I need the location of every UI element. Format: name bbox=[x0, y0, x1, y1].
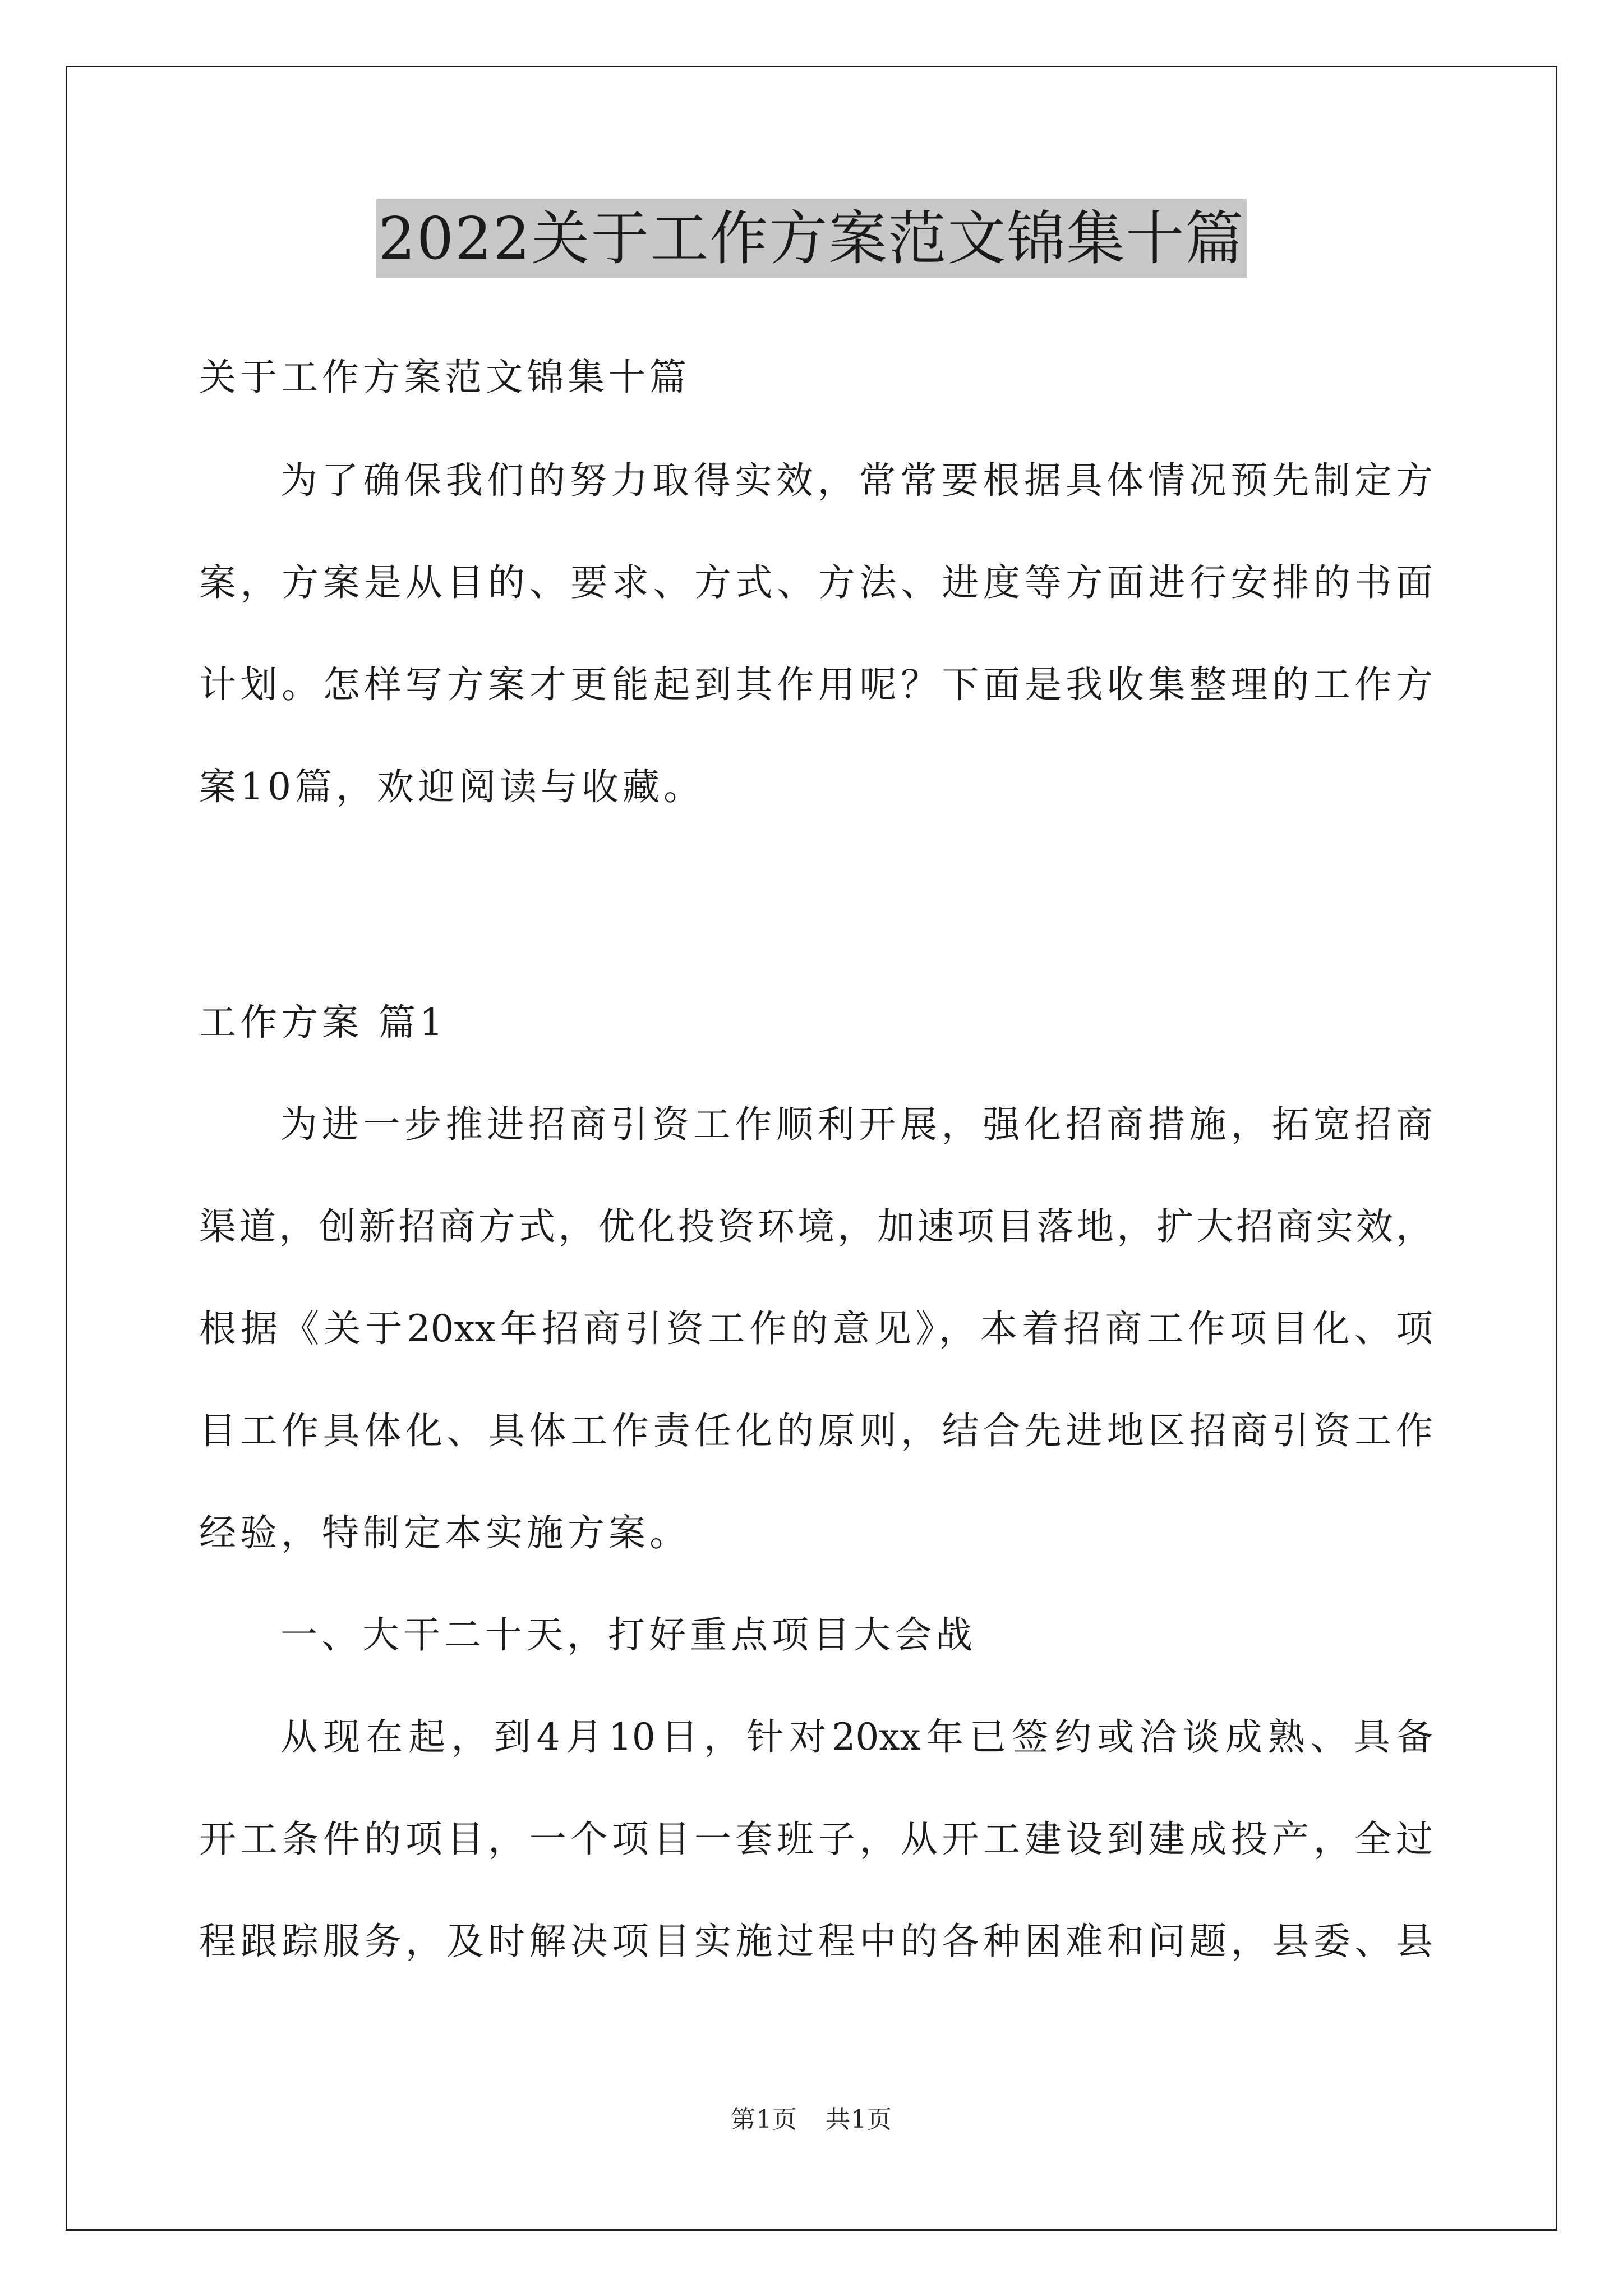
page-footer bbox=[0, 2099, 1623, 2135]
page-total: 共1页 bbox=[826, 2105, 892, 2134]
section-line: 为进一步推进招商引资工作顺利开展，强化招商措施，拓宽招商 bbox=[280, 1103, 1433, 1146]
section-line: 渠道，创新招商方式，优化投资环境，加速项目落地，扩大招商实效， bbox=[199, 1205, 1433, 1248]
page-number: 第1页 bbox=[731, 2105, 797, 2134]
section-line: 根据《关于20xx年招商引资工作的意见》，本着招商工作项目化、项 bbox=[199, 1307, 1433, 1350]
item-line: 程跟踪服务，及时解决项目实施过程中的各种困难和问题，县委、县 bbox=[199, 1920, 1433, 1963]
section-line: 经验，特制定本实施方案。 bbox=[199, 1511, 690, 1554]
section-heading: 工作方案 篇1 bbox=[199, 1001, 447, 1044]
item-line: 从现在起，到4月10日，针对20xx年已签约或洽谈成熟、具备 bbox=[280, 1715, 1433, 1759]
document-title: 2022关于工作方案范文锦集十篇 bbox=[376, 199, 1247, 278]
intro-line: 案10篇，欢迎阅读与收藏。 bbox=[199, 765, 704, 808]
intro-line: 案，方案是从目的、要求、方式、方法、进度等方面进行安排的书面 bbox=[199, 561, 1433, 604]
intro-line: 为了确保我们的努力取得实效，常常要根据具体情况预先制定方 bbox=[280, 459, 1433, 502]
document-subtitle: 关于工作方案范文锦集十篇 bbox=[199, 356, 690, 399]
item-line: 开工条件的项目，一个项目一套班子，从开工建设到建成投产，全过 bbox=[199, 1818, 1433, 1861]
item-heading: 一、大干二十天，打好重点项目大会战 bbox=[280, 1613, 976, 1657]
intro-line: 计划。怎样写方案才更能起到其作用呢？下面是我收集整理的工作方 bbox=[199, 663, 1433, 706]
title-container bbox=[0, 199, 1623, 278]
section-line: 目工作具体化、具体工作责任化的原则，结合先进地区招商引资工作 bbox=[199, 1409, 1433, 1452]
